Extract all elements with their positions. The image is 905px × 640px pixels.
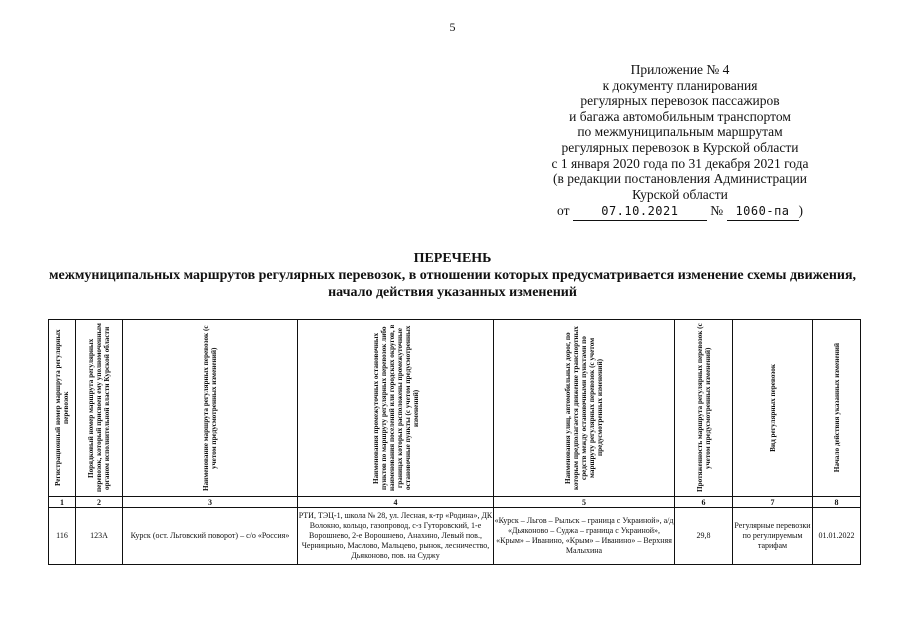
page-number: 5 [449,20,456,34]
resolution-number: 1060-па [727,204,799,221]
column-number-row [49,497,861,508]
column-number: 8 [813,497,861,508]
table-header-row [49,320,861,497]
column-number: 5 [494,497,675,508]
appendix-line: с 1 января 2020 года по 31 декабря 2021 года [551,155,809,171]
roads-cell: «Курск – Льгов – Рыльск – граница с Украиной», а/д «Дьяконово – Суджа – граница с Украиной», «Крым» – Иванино, «Крым» – Иванино» – Верхняя Малыхина [494,508,675,565]
header-text: Протяженность маршрута регулярных перевозок (с учетом предусмотренных изменений) [695,323,712,493]
number-prefix: № [710,203,724,219]
header-text: Вид регулярных перевозок [768,364,777,452]
header-cell [813,320,861,497]
appendix-line: (в редакции постановления Администрации [553,171,807,187]
header-cell [49,320,76,497]
date-prefix: от [557,203,570,219]
header-cell [494,320,675,497]
appendix-line: и багажа автомобильным транспортом [569,108,791,124]
document-subtitle: межмуниципальных маршрутов регулярных перевозок, в отношении которых предусматривается изменение схемы движения, начало действия указанных изменений [48,268,857,300]
header-text: Порядковый номер маршрута регулярных перевозок, который присвоен ему уполномоченным органом исполнительной власти Курской области [87,323,111,493]
transport-type-cell: Регулярные перевозки по регулируемым тарифам [733,508,813,565]
stops-cell: РТИ, ТЭЦ-1, школа № 28, ул. Лесная, к-тр «Родина», ДК Волокно, кольцо, газопровод, с-з Гуторовский, 1-е Ворошнево, 2-е Ворошнево, Анахино, Левый пов., Чернициьно, Маслово, Мальцево, рынок, лесничество, Дьяконово, пов. на Суджу [298,508,494,565]
appendix-line: по межмуниципальным маршрутам [577,124,783,140]
closing-paren: ) [798,203,803,219]
column-number: 6 [675,497,733,508]
header-cell [298,320,494,497]
appendix-line: регулярных перевозок в Курской области [561,139,799,155]
route-name-cell: Курск (ост. Льговский поворот) – с/о «Россия» [123,508,298,565]
reg-number-cell: 116 [49,508,76,565]
column-number: 2 [76,497,123,508]
header-cell [733,320,813,497]
document-title: ПЕРЕЧЕНЬ [413,251,492,266]
header-cell [76,320,123,497]
column-number: 4 [298,497,494,508]
column-number: 3 [123,497,298,508]
length-cell: 29,8 [675,508,733,565]
appendix-line: к документу планирования [602,77,758,93]
header-text: Наименования промежуточных остановочных пунктов по маршруту регулярных перевозок либо наименования поселений или городских округов, в границах которых расположены промежуточные остановочные пункты (с учетом предусмотренных изменений) [371,324,420,492]
order-number-cell: 123А [76,508,123,565]
routes-table [48,319,861,565]
header-cell [675,320,733,497]
header-text: Регистрационный номер маршрута регулярных перевозок [54,329,70,487]
header-text: Наименование маршрута регулярных перевозок (с учетом предусмотренных изменений) [202,325,218,491]
header-text: Наименования улиц, автомобильных дорог, по которым предполагается движение транспортных средств между остановочными пунктами по маршруту регулярных перевозок (с учетом предусмотренных изменений) [564,326,604,490]
column-number: 7 [733,497,813,508]
appendix-line: регулярных перевозок пассажиров [580,93,780,109]
column-number: 1 [49,497,76,508]
resolution-date-line [515,203,845,221]
appendix-line: Приложение № 4 [630,62,730,77]
start-date-cell: 01.01.2022 [813,508,861,565]
resolution-date: 07.10.2021 [573,204,707,221]
header-text: Начало действия указанных изменений [832,343,841,473]
appendix-line: Курской области [632,186,728,202]
table-row [49,508,861,565]
header-cell [123,320,298,497]
appendix-block [515,62,845,221]
